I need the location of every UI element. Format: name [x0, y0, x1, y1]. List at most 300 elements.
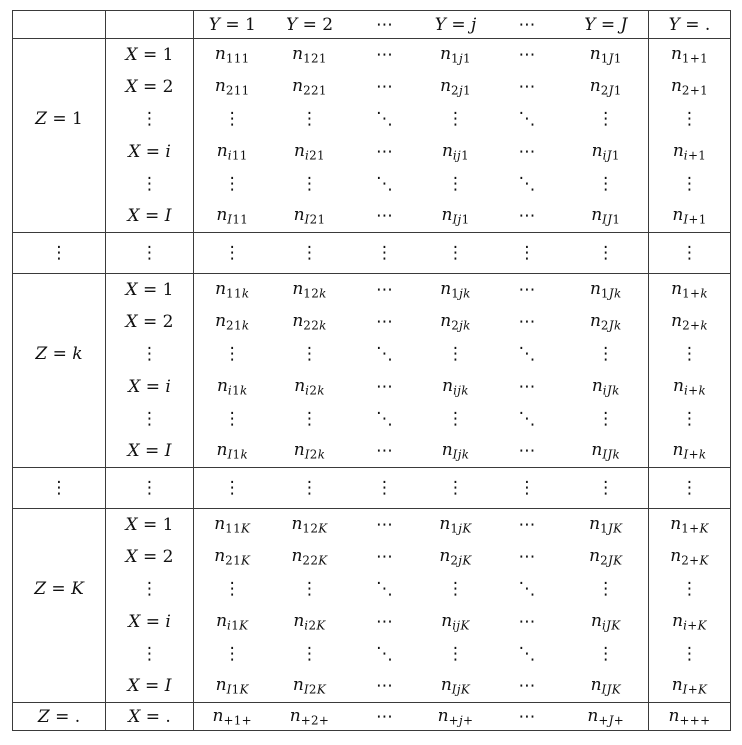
math-text: =: [139, 441, 165, 462]
ellipsis-cell: [491, 233, 564, 274]
z-label-cell: [13, 573, 106, 606]
count-cell: [271, 306, 349, 338]
math-text: 1: [463, 51, 471, 66]
vertical-ellipsis: ⋮: [597, 644, 615, 664]
margin-count-cell: [649, 509, 731, 541]
ellipsis-cell: [491, 403, 564, 436]
math-variable: Z: [35, 109, 47, 129]
math-text: 21: [226, 318, 242, 333]
count-cell: [194, 671, 271, 703]
table-row: [13, 39, 731, 71]
ellipsis-cell: [421, 468, 491, 509]
math-variable: JK: [608, 553, 623, 568]
subscript: [305, 448, 326, 462]
math-text: 1: [232, 383, 240, 398]
ellipsis-cell: [349, 436, 421, 468]
vertical-ellipsis: ⋮: [376, 478, 393, 498]
diagonal-ellipsis: ⋱: [376, 174, 393, 194]
math-variable: k: [317, 383, 325, 398]
math-variable: n: [670, 545, 682, 566]
math-variable: n: [440, 278, 452, 299]
count-cell: [564, 371, 649, 403]
vertical-ellipsis: ⋮: [447, 344, 464, 364]
math-text: 2: [600, 318, 609, 333]
subscript: [683, 683, 708, 697]
math-variable: I: [226, 683, 232, 698]
count-cell: [421, 136, 491, 168]
math-variable: JK: [608, 521, 623, 536]
math-variable: n: [292, 43, 304, 64]
math-text: +++: [679, 713, 711, 728]
math-variable: n: [216, 140, 228, 161]
vertical-ellipsis: ⋮: [681, 409, 698, 429]
math-variable: i: [165, 611, 171, 632]
diagonal-ellipsis: ⋱: [518, 174, 536, 194]
horizontal-ellipsis: ⋯: [376, 206, 393, 227]
math-variable: n: [591, 610, 602, 631]
subscript: [228, 148, 248, 162]
ellipsis-cell: [491, 39, 564, 71]
vertical-ellipsis: ⋮: [223, 644, 241, 664]
ellipsis-cell: [349, 606, 421, 638]
vertical-ellipsis: ⋮: [223, 243, 241, 263]
subscript: [684, 148, 706, 162]
math-variable: J: [608, 83, 614, 98]
math-variable: n: [214, 43, 226, 64]
margin-count-cell: [649, 71, 731, 103]
ellipsis-cell: [564, 103, 649, 136]
ellipsis-cell: [491, 541, 564, 573]
subscript: [684, 448, 707, 462]
ellipsis-cell: [13, 468, 106, 509]
horizontal-ellipsis: ⋯: [518, 546, 536, 567]
ellipsis-cell: [649, 168, 731, 201]
math-variable: I: [303, 683, 309, 698]
count-cell: [194, 136, 271, 168]
math-variable: IJ: [602, 213, 613, 228]
column-header: [649, 11, 731, 39]
math-variable: n: [440, 43, 452, 64]
subscript: [600, 553, 622, 567]
math-variable: K: [699, 553, 709, 568]
math-text: 1: [450, 521, 459, 536]
subscript: [225, 553, 250, 567]
count-cell: [421, 703, 491, 731]
column-header: [13, 11, 106, 39]
vertical-ellipsis: ⋮: [223, 174, 241, 194]
count-cell: [564, 306, 649, 338]
count-cell: [271, 606, 349, 638]
math-variable: n: [589, 43, 601, 64]
vertical-ellipsis: ⋮: [597, 344, 615, 364]
math-variable: IJK: [601, 683, 621, 698]
empty-cell: [13, 671, 106, 703]
math-variable: X: [128, 611, 141, 632]
math-variable: iJK: [601, 618, 621, 633]
math-variable: n: [441, 610, 453, 631]
vertical-ellipsis: ⋮: [223, 344, 241, 364]
math-text: = 1: [137, 44, 174, 65]
horizontal-ellipsis: ⋯: [518, 76, 536, 97]
math-text: =: [140, 611, 166, 632]
math-variable: n: [292, 75, 304, 96]
math-variable: n: [292, 675, 304, 696]
horizontal-ellipsis: ⋯: [376, 441, 393, 462]
math-text: = 2: [297, 14, 334, 35]
math-variable: Y: [208, 14, 220, 35]
horizontal-ellipsis: ⋯: [376, 44, 393, 65]
ellipsis-cell: [649, 573, 731, 606]
math-text: 2: [308, 683, 317, 698]
count-cell: [421, 509, 491, 541]
three-way-contingency-table: [12, 10, 731, 731]
margin-count-cell: [649, 436, 731, 468]
ellipsis-cell: [491, 103, 564, 136]
subscript: [681, 553, 709, 567]
math-variable: n: [292, 278, 304, 299]
math-text: =: [46, 579, 72, 599]
margin-count-cell: [649, 671, 731, 703]
empty-cell: [13, 274, 106, 306]
table-body: [13, 11, 731, 731]
math-variable: k: [700, 318, 708, 333]
math-text: 111: [225, 51, 250, 66]
math-text: =: [140, 376, 166, 397]
math-text: 1: [600, 286, 609, 301]
ellipsis-cell: [491, 509, 564, 541]
table-row: [13, 274, 731, 306]
vertical-ellipsis: ⋮: [141, 644, 158, 664]
vertical-ellipsis: ⋮: [141, 579, 158, 599]
ellipsis-cell: [421, 168, 491, 201]
ellipsis-cell: [106, 403, 194, 436]
x-label-cell: [106, 201, 194, 233]
table-row: [13, 403, 731, 436]
margin-count-cell: [649, 136, 731, 168]
math-variable: K: [318, 521, 328, 536]
math-text: =: [595, 14, 621, 35]
count-cell: [564, 201, 649, 233]
ellipsis-cell: [491, 468, 564, 509]
subscript: [683, 618, 707, 632]
math-variable: K: [316, 683, 327, 698]
ellipsis-cell: [491, 573, 564, 606]
math-variable: X: [127, 206, 140, 227]
ellipsis-cell: [349, 136, 421, 168]
math-variable: I: [683, 448, 689, 463]
math-text: +: [687, 618, 698, 633]
ellipsis-cell: [349, 573, 421, 606]
empty-cell: [13, 306, 106, 338]
math-variable: X: [125, 279, 138, 300]
vertical-ellipsis: ⋮: [301, 579, 318, 599]
count-cell: [421, 306, 491, 338]
math-variable: k: [240, 448, 248, 463]
horizontal-ellipsis: ⋯: [376, 706, 393, 727]
math-variable: n: [587, 705, 599, 726]
math-text: 2: [450, 553, 459, 568]
math-text: +1: [687, 148, 707, 163]
ellipsis-cell: [349, 541, 421, 573]
vertical-ellipsis: ⋮: [301, 109, 318, 129]
x-label-cell: [106, 541, 194, 573]
ellipsis-cell: [349, 233, 421, 274]
math-variable: Jk: [608, 318, 622, 333]
subscript: [601, 318, 622, 332]
math-variable: X: [125, 311, 138, 332]
subscript: [602, 213, 620, 227]
ellipsis-cell: [491, 606, 564, 638]
count-cell: [194, 606, 271, 638]
subscript: [602, 618, 621, 632]
count-cell: [421, 71, 491, 103]
vertical-ellipsis: ⋮: [518, 478, 536, 498]
ellipsis-cell: [349, 306, 421, 338]
math-variable: i: [683, 383, 689, 398]
ellipsis-cell: [564, 403, 649, 436]
ellipsis-cell: [421, 233, 491, 274]
count-cell: [194, 39, 271, 71]
math-variable: k: [700, 286, 708, 301]
x-label-cell: [106, 606, 194, 638]
diagonal-ellipsis: ⋱: [376, 644, 393, 664]
math-text: 1+: [681, 521, 700, 536]
math-text: 1+1: [681, 51, 709, 66]
math-text: = 2: [137, 311, 174, 332]
margin-count-cell: [649, 541, 731, 573]
ellipsis-cell: [649, 338, 731, 371]
count-cell: [564, 436, 649, 468]
math-variable: k: [241, 318, 250, 333]
ellipsis-cell: [271, 338, 349, 371]
math-variable: n: [589, 513, 601, 534]
math-variable: n: [439, 513, 451, 534]
ellipsis-cell: [491, 338, 564, 371]
count-cell: [271, 201, 349, 233]
math-variable: n: [440, 675, 452, 696]
math-text: 11: [226, 286, 242, 301]
subscript: [452, 618, 469, 632]
math-variable: K: [241, 521, 251, 536]
math-text: =: [139, 206, 165, 227]
table-row: [13, 509, 731, 541]
vertical-ellipsis: ⋮: [447, 243, 464, 263]
math-text: 1: [463, 83, 471, 98]
horizontal-ellipsis: ⋯: [518, 44, 536, 65]
math-variable: n: [215, 310, 227, 331]
vertical-ellipsis: ⋮: [141, 243, 158, 263]
math-variable: n: [672, 375, 684, 396]
math-text: 22: [302, 553, 319, 568]
math-variable: Y: [668, 14, 680, 35]
empty-cell: [13, 436, 106, 468]
ellipsis-cell: [491, 201, 564, 233]
math-variable: n: [671, 675, 683, 696]
math-variable: n: [216, 375, 228, 396]
column-header: [564, 11, 649, 39]
subscript: [305, 383, 325, 397]
math-variable: iJ: [602, 148, 612, 163]
subscript: [450, 522, 471, 536]
math-variable: j: [471, 14, 477, 35]
subscript: [303, 83, 327, 97]
math-variable: n: [293, 610, 305, 631]
math-text: +1+: [223, 713, 252, 728]
math-variable: X: [125, 76, 138, 97]
math-text: 21: [309, 148, 325, 163]
math-text: 1: [611, 148, 620, 163]
math-variable: k: [698, 448, 707, 463]
subscript: [303, 318, 326, 332]
vertical-ellipsis: ⋮: [141, 409, 158, 429]
table-row: [13, 541, 731, 573]
math-text: =: [47, 344, 73, 364]
count-cell: [564, 136, 649, 168]
vertical-ellipsis: ⋮: [301, 174, 318, 194]
subscript: [451, 318, 471, 332]
vertical-ellipsis: ⋮: [301, 478, 318, 498]
subscript: [683, 213, 706, 227]
vertical-ellipsis: ⋮: [597, 579, 615, 599]
ellipsis-cell: [349, 103, 421, 136]
math-variable: Y: [584, 14, 596, 35]
math-text: 1: [451, 51, 459, 66]
math-variable: X: [127, 441, 140, 462]
count-cell: [564, 71, 649, 103]
math-variable: k: [241, 286, 250, 301]
vertical-ellipsis: ⋮: [223, 579, 241, 599]
vertical-ellipsis: ⋮: [597, 174, 615, 194]
ellipsis-cell: [491, 168, 564, 201]
ellipsis-cell: [421, 638, 491, 671]
math-text: 2: [451, 83, 459, 98]
ellipsis-cell: [194, 638, 271, 671]
vertical-ellipsis: ⋮: [447, 409, 464, 429]
header-row: [13, 11, 731, 39]
math-variable: n: [289, 705, 301, 726]
subscript: [305, 148, 325, 162]
ellipsis-cell: [491, 136, 564, 168]
math-variable: n: [671, 278, 683, 299]
math-variable: K: [241, 553, 251, 568]
math-variable: Y: [285, 14, 298, 35]
vertical-ellipsis: ⋮: [301, 344, 318, 364]
vertical-ellipsis: ⋮: [681, 344, 698, 364]
ellipsis-cell: [649, 233, 731, 274]
ellipsis-cell: [649, 638, 731, 671]
table-row: [13, 306, 731, 338]
subscript: [227, 213, 248, 227]
subscript: [684, 383, 706, 397]
subscript: [449, 713, 474, 727]
ellipsis-cell: [491, 671, 564, 703]
count-cell: [564, 541, 649, 573]
math-variable: i: [683, 618, 688, 633]
subscript: [600, 522, 622, 536]
margin-count-cell: [649, 703, 731, 731]
vertical-ellipsis: ⋮: [301, 409, 318, 429]
math-variable: jk: [459, 318, 471, 333]
ellipsis-cell: [271, 233, 349, 274]
subscript: [682, 287, 708, 301]
math-text: = 2: [137, 546, 174, 567]
math-text: 1+: [682, 286, 701, 301]
math-variable: K: [71, 579, 84, 599]
math-variable: n: [294, 140, 305, 161]
math-variable: j: [458, 83, 463, 98]
math-variable: n: [216, 610, 228, 631]
ellipsis-cell: [271, 168, 349, 201]
math-variable: n: [291, 545, 303, 566]
subscript: [602, 448, 620, 462]
math-text: 1: [600, 51, 609, 66]
subscript: [451, 287, 471, 301]
vertical-ellipsis: ⋮: [141, 478, 158, 498]
ellipsis-cell: [194, 168, 271, 201]
subscript: [226, 83, 250, 97]
math-variable: n: [215, 675, 227, 696]
column-header: [106, 11, 194, 39]
ellipsis-cell: [194, 573, 271, 606]
horizontal-ellipsis: ⋯: [518, 311, 536, 332]
math-text: 1: [461, 148, 470, 163]
horizontal-ellipsis: ⋯: [376, 76, 393, 97]
ellipsis-cell: [271, 468, 349, 509]
horizontal-ellipsis: ⋯: [376, 311, 393, 332]
math-text: 12: [303, 286, 320, 301]
math-text: 2+: [681, 553, 700, 568]
block-separator-row: [13, 468, 731, 509]
count-cell: [271, 136, 349, 168]
subscript: [682, 52, 708, 66]
math-variable: J: [620, 14, 628, 35]
ellipsis-cell: [194, 103, 271, 136]
ellipsis-cell: [491, 371, 564, 403]
count-cell: [271, 71, 349, 103]
ellipsis-cell: [194, 403, 271, 436]
math-variable: n: [672, 440, 684, 461]
math-variable: j: [458, 713, 463, 728]
math-variable: K: [316, 618, 326, 633]
ellipsis-cell: [491, 703, 564, 731]
subscript: [225, 522, 250, 536]
math-variable: n: [591, 440, 603, 461]
subscript: [301, 713, 330, 727]
table-row: [13, 71, 731, 103]
math-variable: Jk: [608, 286, 622, 301]
margin-count-cell: [649, 606, 731, 638]
ellipsis-cell: [564, 338, 649, 371]
math-text: =: [445, 14, 471, 35]
subscript: [226, 287, 249, 301]
math-variable: n: [440, 75, 452, 96]
subscript: [602, 683, 621, 697]
math-text: 1: [231, 683, 240, 698]
count-cell: [271, 371, 349, 403]
math-text: = 1: [137, 279, 174, 300]
math-text: 2+1: [681, 83, 709, 98]
count-cell: [564, 703, 649, 731]
math-variable: I: [304, 448, 310, 463]
ellipsis-cell: [564, 468, 649, 509]
math-variable: jK: [458, 553, 472, 568]
math-variable: X: [125, 44, 138, 65]
math-variable: n: [671, 310, 683, 331]
math-text: 2: [309, 383, 318, 398]
vertical-ellipsis: ⋮: [376, 243, 393, 263]
math-variable: I: [164, 441, 172, 462]
horizontal-ellipsis: ⋯: [376, 611, 393, 632]
